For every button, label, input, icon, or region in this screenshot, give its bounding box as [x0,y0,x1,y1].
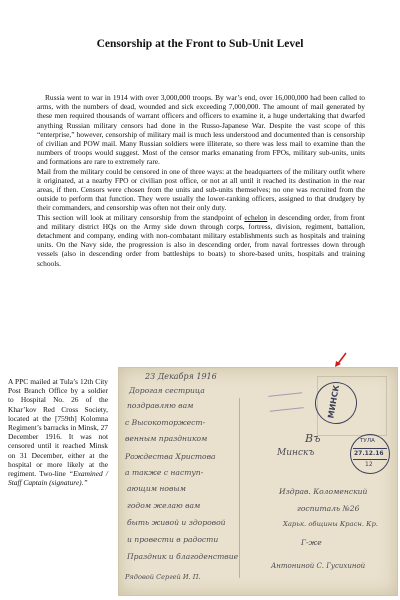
article-body [37,93,365,268]
postmark-bar [353,448,387,449]
message-line: а также с наступ- [125,468,204,477]
paragraph-3-start: This section will look at military censorship from the standpoint of [37,212,245,222]
date-line: 23 Декабря 1916 [145,372,217,381]
card-divider [239,398,240,578]
minsk-postmark-text: МИНСК [326,384,342,420]
message-line: Дорогая сестрица [129,386,205,395]
tula-postmark-number: 12 [365,461,373,468]
tula-postmark-icon [350,434,390,474]
postcard-image [118,367,398,596]
tula-postmark-date: 27.12.16 [354,450,384,457]
paragraph-2: Mail from the military could be censored in one of three ways: at the headquarters of the military outfit where it originated, at a nearby FPO or civilian post office, or not at all until it reached its destination in the rear areas, if then. Censors were chosen from the units and sub-units themselves; no one was recruited from the outside to perform that function. They were usually the lower-ranking officers, assigned to that drudgery by their commanders, and censorship was often not their only duty. [37,166,365,213]
sender-line: Рядовой Сергей И. П. [125,573,201,581]
address-city: Минскъ [277,448,315,458]
message-line: и провести в радости [127,535,219,544]
message-line: годом желаю вам [127,501,201,510]
message-line: быть живой и здоровой [127,518,226,527]
tula-postmark-city: ТУЛА [360,438,375,444]
address-line: Г-же [301,538,322,547]
message-line: венным праздником [125,434,208,443]
figure-caption [8,377,108,487]
address-line: госпиталь №26 [297,504,360,513]
message-line: Праздник и благоденствие [127,552,239,561]
caption-italic: “Examined / Staff Captain (signature).” [8,469,108,488]
address-recipient: Антониной С. Гусихиной [271,562,366,570]
paragraph-1: Russia went to war in 1914 with over 3,000,000 troops. By war’s end, over 16,000,000 had been called to arms, with the numbers of dead, wounded and sick exceeding 7,000,000. The amount of mail generated by these men required thousands of warrant officers and officers to examine it, a huge undertaking that dwarfed anything Russian military censors had done in the Russo-Japanese War. Despite the vast scope of this “enterprise,” however, censorship of military mail is much less understood and documented than is censorship of civilian and POW mail. Many Russian soldiers were illiterate, so there was less mail to examine than the numbers of troops would suggest. Most of the censor marks emanating from FPOs, military sub-units, units and formations are rare to extremely rare. [37,93,365,167]
message-line: поздравляю вам [127,401,194,410]
page-title: Censorship at the Front to Sub-Unit Level [96,38,304,50]
echelon-term: echelon [244,212,268,222]
censor-mark [268,392,303,411]
caption-text: A PPC mailed at Tula’s 12th City Post Branch Office by a soldier to Hospital No. 26 of the Khar’kov Red Cross Society, located at the [759th] Kolomna Regiment’s barracks in Minsk, 27 December 1916. It was not censored until it reached Minsk on 31 December, either at the hospital or more likely at the regiment. Two-line [8,377,108,479]
address-prefix: Въ [305,432,321,445]
red-arrow-icon [334,352,348,368]
address-line: Харьк. общины Красн. Кр. [283,520,378,528]
paragraph-3-end: in descending order, from front and military district HQs on the Army side down through corps, fortress, division, regiment, battalion, detachment and company, ending with non-combatant military establishments such as hospitals and training units. On the Navy side, the progression is also in descending order, from naval fortresses down through vessels (also in descending order from battleships to boats) to shore-based units, hospitals and training schools. [37,212,365,268]
message-line: ающим новым [127,484,186,493]
postmark-bar [353,459,387,460]
address-line: Издрав. Коломенский [279,487,368,496]
message-line: с Высокоторжест- [125,418,206,427]
paragraph-3 [37,213,365,268]
message-line: Рождества Христова [125,452,216,461]
